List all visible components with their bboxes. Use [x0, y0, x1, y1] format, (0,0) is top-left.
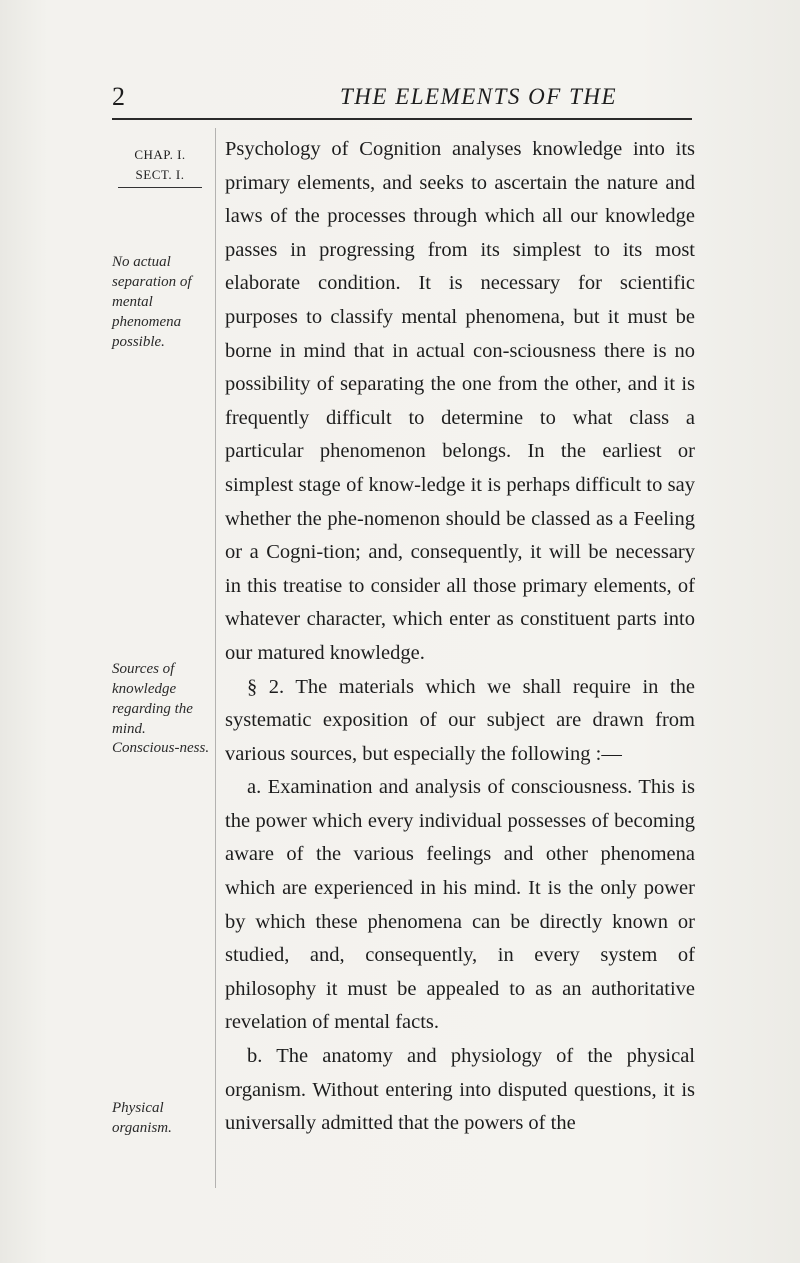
running-head: THE ELEMENTS OF THE	[340, 84, 618, 109]
paragraph-consciousness: a. Examination and analysis of consciousness. This is the power which every individual possesses of becoming aware of the various feelings and other phenomena which are experienced in his mind. It is the only power by which these phenomena can be directly known or studied, and, consequently, in every system of philosophy it must be appealed to as an authoritative revelation of mental facts.	[225, 776, 695, 1034]
marginal-note-sources: Sources of knowledge regarding the mind.	[112, 661, 193, 737]
section-rule	[118, 187, 202, 188]
chapter-label: CHAP. I.	[134, 147, 186, 162]
marginal-note-physical-organism: Physical organism.	[112, 1100, 172, 1136]
marginal-note-consciousness: Conscious-ness.	[112, 740, 210, 756]
margin-divider	[215, 128, 216, 1188]
page-number: 2	[112, 82, 125, 111]
paragraph-psychology: Psychology of Cognition analyses knowledge into its primary elements, and seeks to ascertain the nature and laws of the processes through which all our knowledge passes in progressing from its simplest to its most elaborate condition. It is necessary for scientific purposes to classify mental phenomena, but it must be borne in mind that in actual con-sciousness there is no possibility of separating the one from the other, and it is frequently difficult to determine to what class a particular phenomenon belongs. In the earliest or simplest stage of know-ledge it is perhaps difficult to say whether the phe-nomenon should be classed as a Feeling or a Cogni-tion; and, consequently, it will be necessary in this treatise to consider all those primary elements, of whatever character, which enter as constituent parts into our matured knowledge.	[225, 138, 695, 664]
paragraph-physical-organism: b. The anatomy and physiology of the physical organism. Without entering into disputed questions, it is universally admitted that the powers of the	[225, 1045, 695, 1135]
margin-column	[112, 0, 208, 1263]
section-label: SECT. I.	[135, 167, 185, 182]
body-text	[225, 133, 695, 1141]
paragraph-section-2: § 2. The materials which we shall require in the systematic exposition of our subject are drawn from various sources, but especially the following :—	[225, 675, 695, 765]
marginal-note-separation: No actual separation of mental phenomena possible.	[112, 254, 192, 350]
